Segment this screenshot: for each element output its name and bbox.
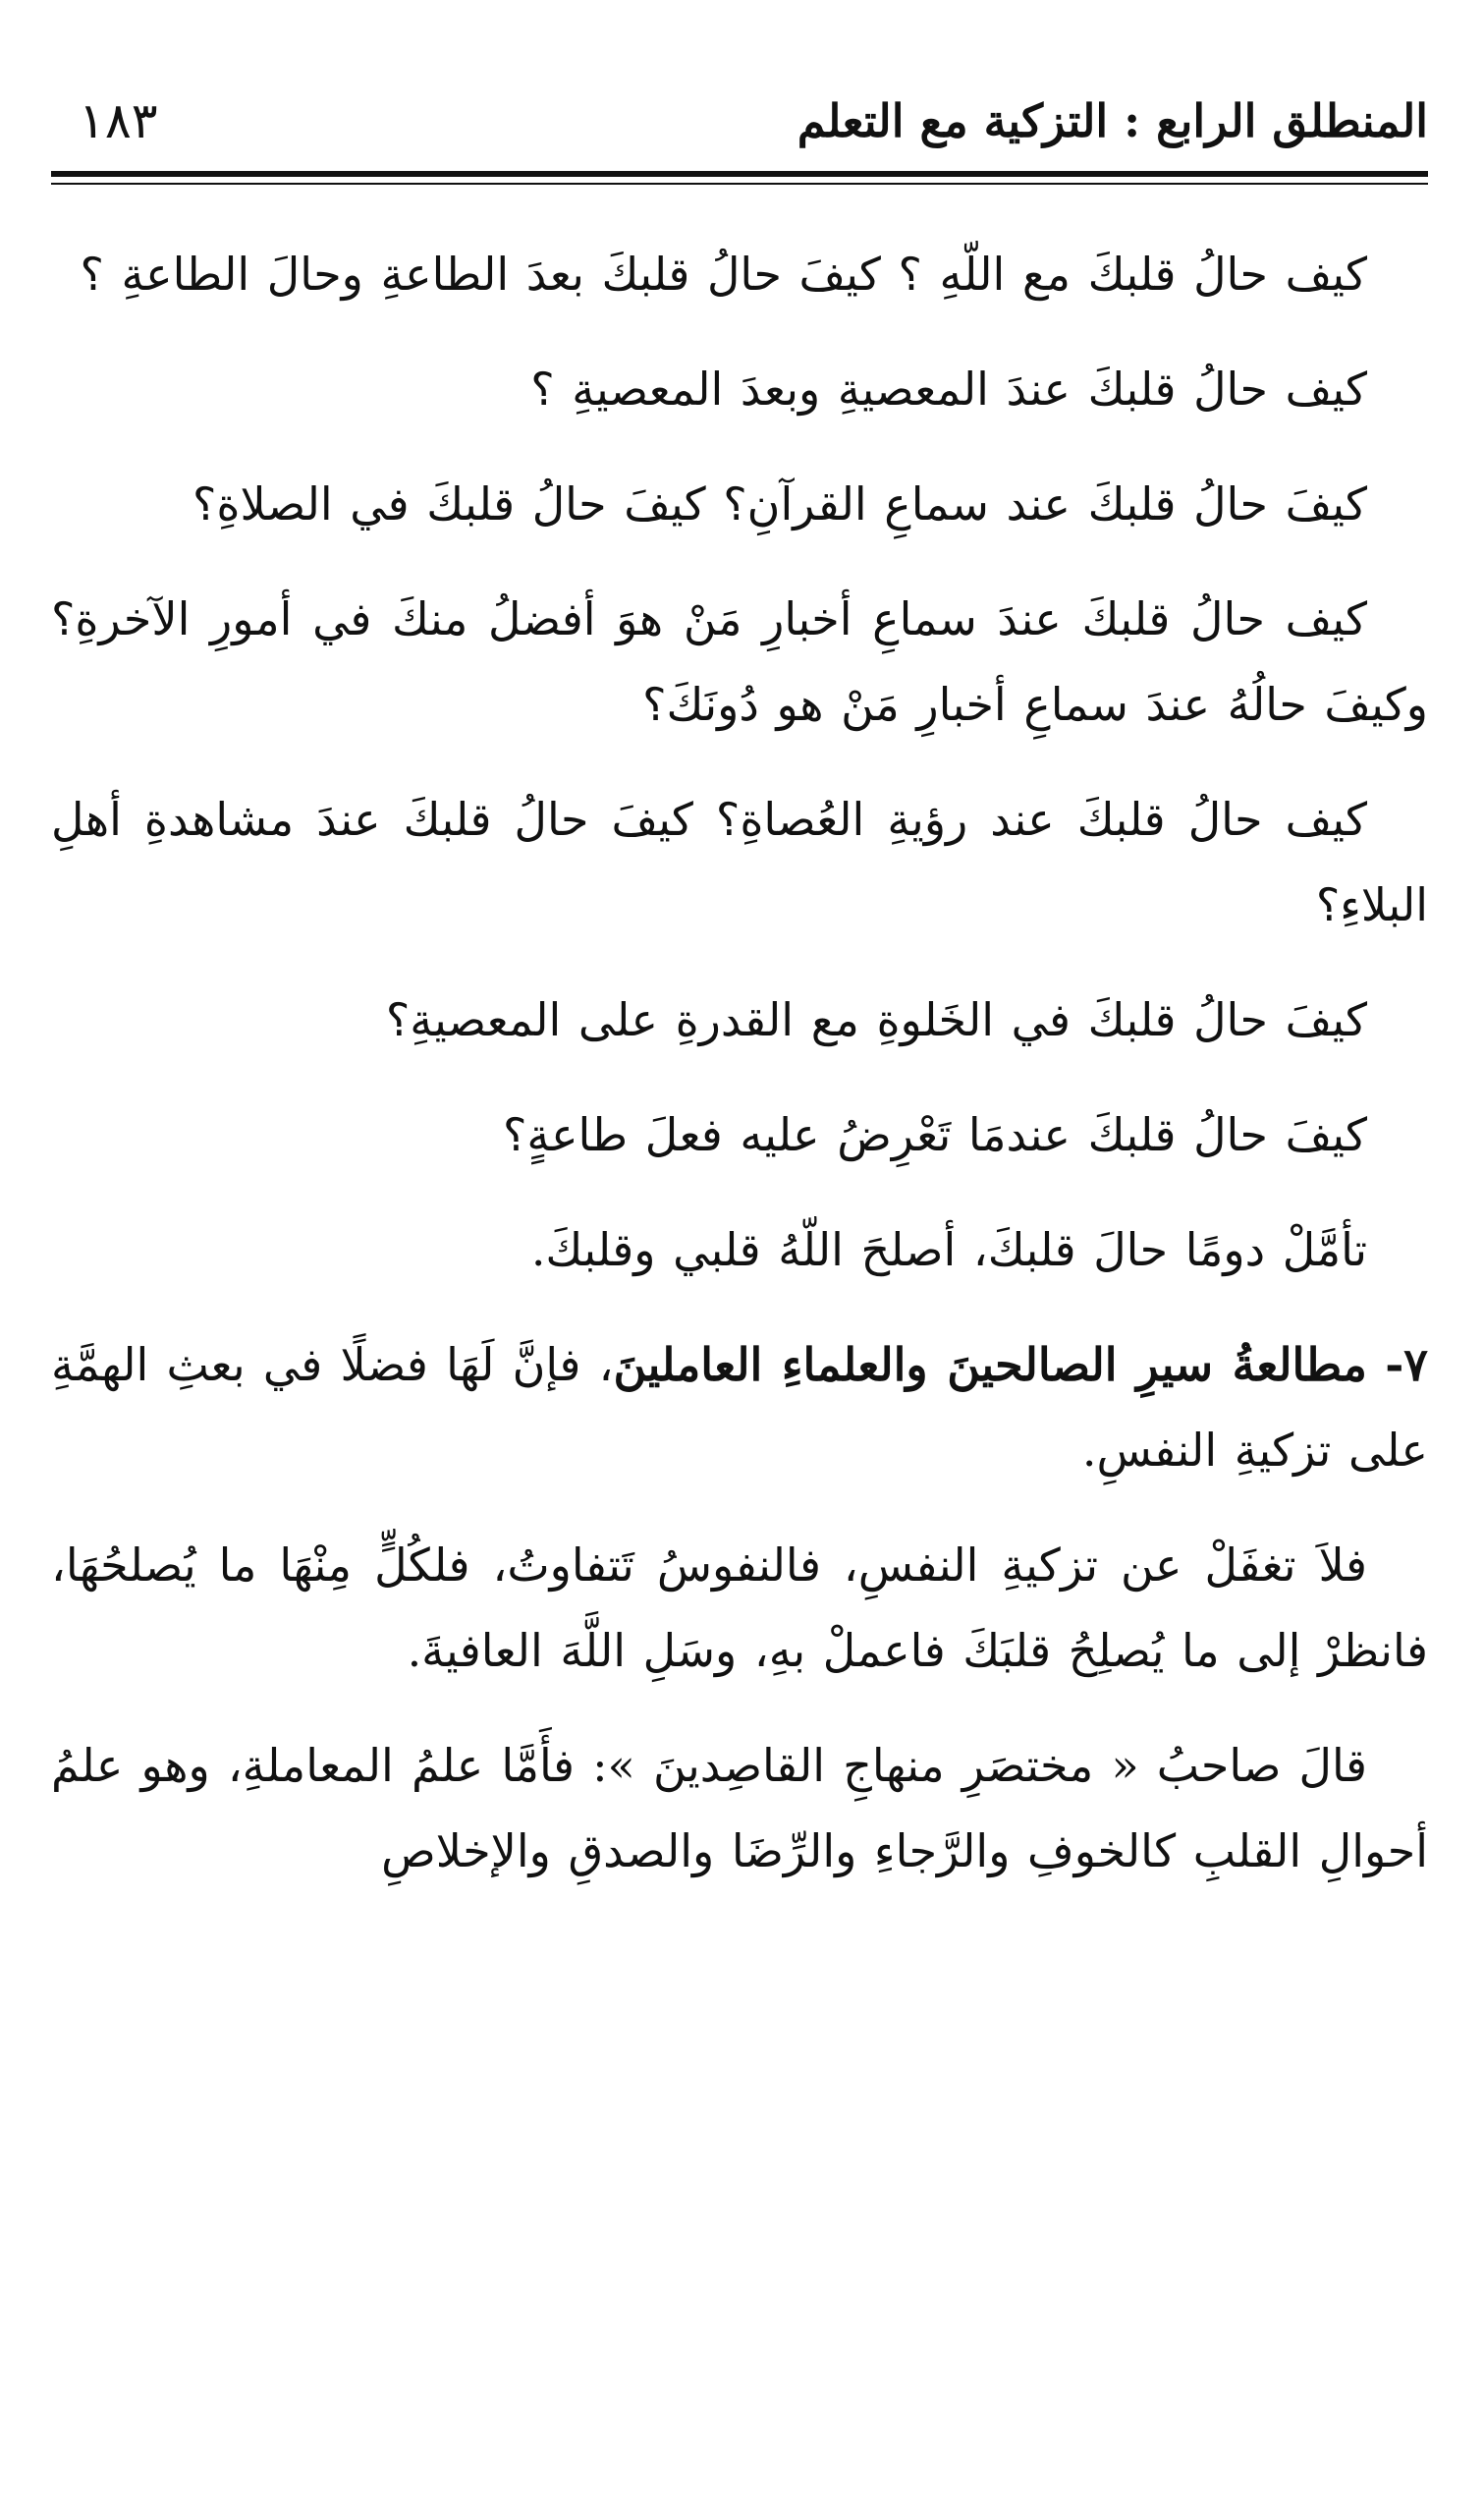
page-number: ١٨٣ [79, 92, 158, 149]
page-header [51, 77, 1428, 165]
page-body [51, 232, 1428, 1924]
header-rule-thin [51, 183, 1428, 185]
paragraph-heart-news: كيف حالُ قلبكَ عندَ سماعِ أخبارِ مَنْ هوَ أفضلُ منكَ في أمورِ الآخرةِ؟ وكيفَ حالُهُ عندَ سماعِ أخبارِ مَنْ هو دُونَكَ؟ [51, 592, 1428, 731]
paragraph-heart-obedience: كيفَ حالُ قلبكَ عندمَا تَعْرِضُ عليه فعلَ طاعةٍ؟ [503, 1108, 1367, 1161]
paragraph-quote: قالَ صاحبُ « مختصَرِ منهاجِ القاصِدينَ »: فأَمَّا علمُ المعاملةِ، وهو علمُ أحوالِ القلبِ كالخوفِ والرَّجاءِ والرِّضَا والصدقِ والإخلاصِ [51, 1739, 1428, 1877]
book-page [51, 0, 1428, 2516]
point-7-number: ٧- [1385, 1338, 1428, 1391]
point-7-title: مطالعةُ سيرِ الصالحينَ والعلماءِ العاملينَ [613, 1338, 1367, 1391]
paragraph-reflect: تأمَّلْ دومًا حالَ قلبكَ، أصلحَ اللّهُ قلبي وقلبكَ. [530, 1223, 1367, 1276]
header-rule-thick [51, 171, 1428, 177]
paragraph-heart-quran: كيفَ حالُ قلبكَ عند سماعِ القرآنِ؟ كيفَ حالُ قلبكَ في الصلاةِ؟ [192, 477, 1367, 531]
paragraph-warning: فلاَ تغفَلْ عن تزكيةِ النفسِ، فالنفوسُ تَتفاوتُ، فلكُلٍّ مِنْهَا ما يُصلحُهَا، فانظرْ إلى ما يُصلِحُ قلبَكَ فاعملْ بهِ، وسَلِ اللَّهَ العافيةَ. [51, 1538, 1428, 1677]
running-title: المنطلق الرابع : التزكية مع التعلم [797, 94, 1428, 147]
paragraph-heart-seclusion: كيفَ حالُ قلبكَ في الخَلوةِ مع القدرةِ على المعصيةِ؟ [385, 993, 1367, 1046]
paragraph-heart-sinners: كيف حالُ قلبكَ عند رؤيةِ العُصاةِ؟ كيفَ حالُ قلبكَ عندَ مشاهدةِ أهلِ البلاءِ؟ [51, 793, 1428, 931]
point-7-rest: ، فإنَّ لَهَا فضلًا في بعثِ الهمَّةِ على تزكيةِ النفسِ. [51, 1338, 1428, 1477]
paragraph-heart-with-allah: كيف حالُ قلبكَ مع اللّهِ ؟ كيفَ حالُ قلبكَ بعدَ الطاعةِ وحالَ الطاعةِ ؟ [80, 248, 1367, 301]
point-7 [51, 1322, 1428, 1493]
paragraph-heart-sin: كيف حالُ قلبكَ عندَ المعصيةِ وبعدَ المعصيةِ ؟ [530, 363, 1367, 416]
